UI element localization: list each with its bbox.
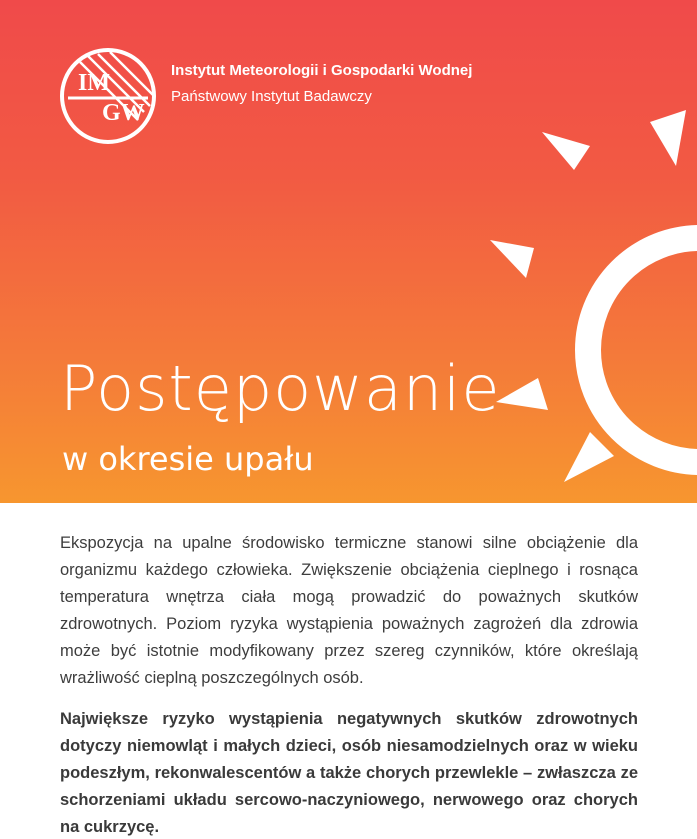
svg-text:GW: GW [102,100,145,126]
organization-subtitle: Państwowy Instytut Badawczy [171,88,372,105]
page-subtitle: w okresie upału [62,440,314,478]
risk-paragraph: Największe ryzyko wystąpienia negatywnych skutków zdrowotnych dotyczy niemowląt i małych dzieci, osób niesamodzielnych oraz w wieku podeszłym, rekonwalescentów a także chorych przewlekle – zwłaszcza ze schorzeniami układu sercowo-naczyniowego, nerwowego oraz chorych na cukrzycę. [60,710,638,836]
imgw-logo-icon [58,46,158,146]
svg-text:IM: IM [78,70,110,96]
page-title: Postępowanie [60,352,501,425]
intro-paragraph: Ekspozycja na upalne środowisko termiczne stanowi silne obciążenie dla organizmu każdego człowieka. Zwiększenie obciążenia cieplnego i rosnąca temperatura wnętrza ciała mogą prowadzić do poważnych skutków zdrowotnych. Poziom ryzyka wystąpienia poważnych zagrożeń dla zdrowia może być istotnie modyfikowany przez szereg czynników, które określają wrażliwość cieplną poszczególnych osób. [60,534,638,687]
sun-icon [490,110,697,490]
organization-name: Instytut Meteorologii i Gospodarki Wodnej [171,62,473,79]
content-body [60,530,638,839]
